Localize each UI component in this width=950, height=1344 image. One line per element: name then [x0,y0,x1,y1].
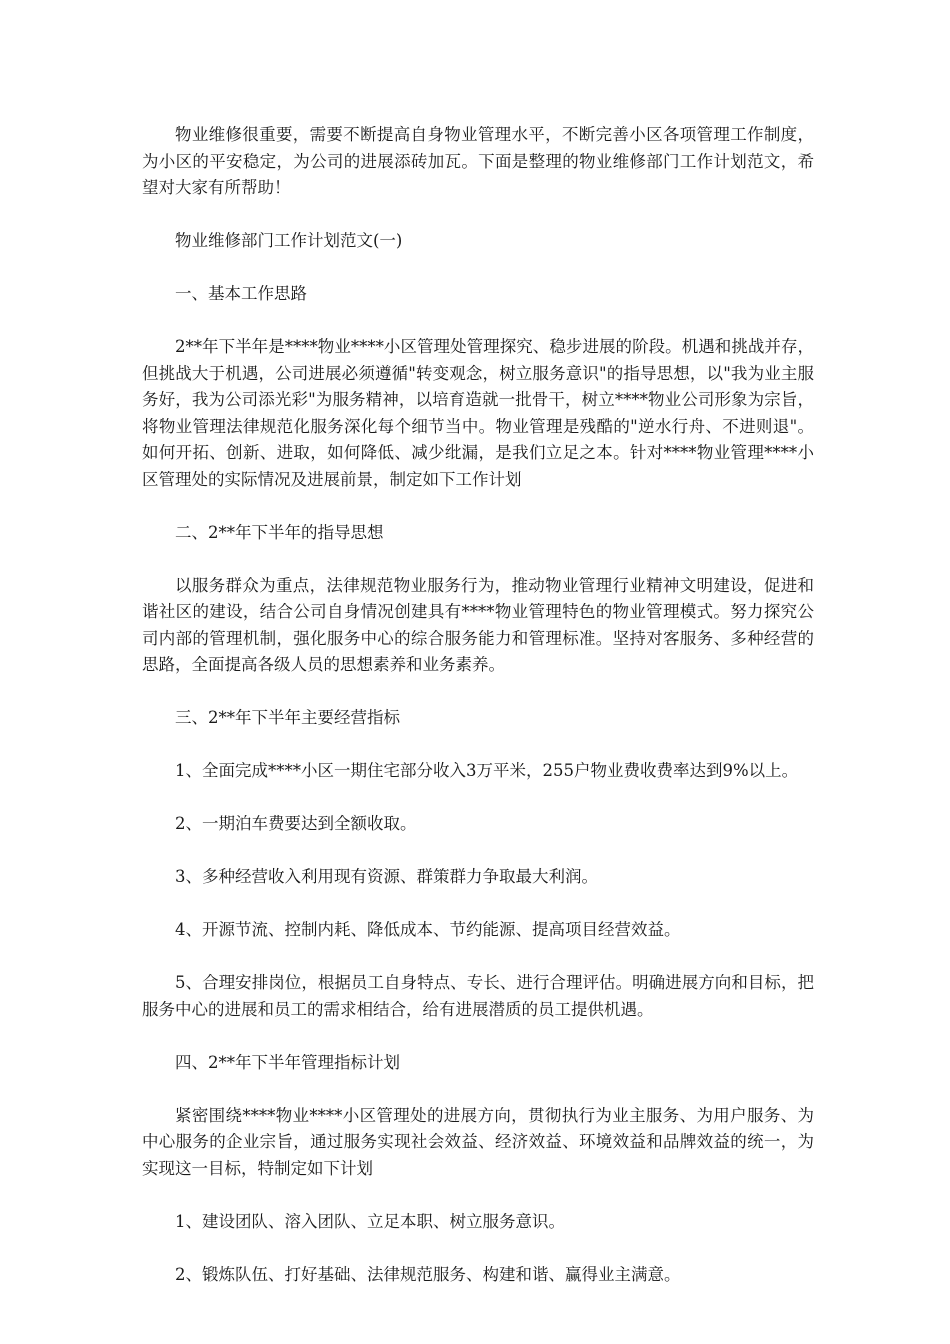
list-item: 5、合理安排岗位，根据员工自身特点、专长、进行合理评估。明确进展方向和目标，把服务中心的进展和员工的需求相结合，给有进展潜质的员工提供机遇。 [142,973,814,1019]
list-item: 3、多种经营收入利用现有资源、群策群力争取最大利润。 [175,867,598,886]
document-body [142,122,814,1315]
section-heading-1: 一、基本工作思路 [175,284,307,303]
section-heading-2: 二、2**年下半年的指导思想 [175,522,384,542]
list-item: 4、开源节流、控制内耗、降低成本、节约能源、提高项目经营效益。 [175,920,681,939]
list-item: 1、建设团队、溶入团队、立足本职、树立服务意识。 [175,1211,565,1231]
section-2-paragraph: 以服务群众为重点，法律规范物业服务行为，推动物业管理行业精神文明建设，促进和谐社区的建设，结合公司自身情况创建具有****物业管理特色的物业管理模式。努力探究公司内部的管理机制，强化服务中心的综合服务能力和管理标准。坚持对客服务、多种经营的思路，全面提高各级人员的思想素养和业务素养。 [142,575,814,674]
section-4-paragraph: 紧密围绕****物业****小区管理处的进展方向，贯彻执行为业主服务、为用户服务、为中心服务的企业宗旨，通过服务实现社会效益、经济效益、环境效益和品牌效益的统一，为实现这一目标，特制定如下计划 [142,1105,814,1178]
section-heading-4: 四、2**年下半年管理指标计划 [175,1052,400,1072]
list-item: 2、一期泊车费要达到全额收取。 [175,814,417,833]
section-heading-3: 三、2**年下半年主要经营指标 [175,708,400,727]
section-1-paragraph: 2**年下半年是****物业****小区管理处管理探究、稳步进展的阶段。机遇和挑战并存，但挑战大于机遇，公司进展必须遵循"转变观念，树立服务意识"的指导思想，以"我为业主服务好，我为公司添光彩"为服务精神，以培育造就一批骨干，树立****物业公司形象为宗旨，将物业管理法律规范化服务深化每个细节当中。物业管理是残酷的"逆水行舟、不进则退"。如何开拓、创新、进取，如何降低、减少纰漏，是我们立足之本。针对****物业管理****小区管理处的实际情况及进展前景，制定如下工作计划 [142,337,814,489]
list-item: 1、全面完成****小区一期住宅部分收入3万平米，255户物业费收费率达到9%以上。 [175,761,799,780]
intro-paragraph: 物业维修很重要，需要不断提高自身物业管理水平，不断完善小区各项管理工作制度，为小区的平安稳定，为公司的进展添砖加瓦。下面是整理的物业维修部门工作计划范文，希望对大家有所帮助！ [142,125,814,197]
document-title: 物业维修部门工作计划范文(一) [175,231,403,250]
list-item: 2、锻炼队伍、打好基础、法律规范服务、构建和谐、赢得业主满意。 [175,1264,681,1284]
